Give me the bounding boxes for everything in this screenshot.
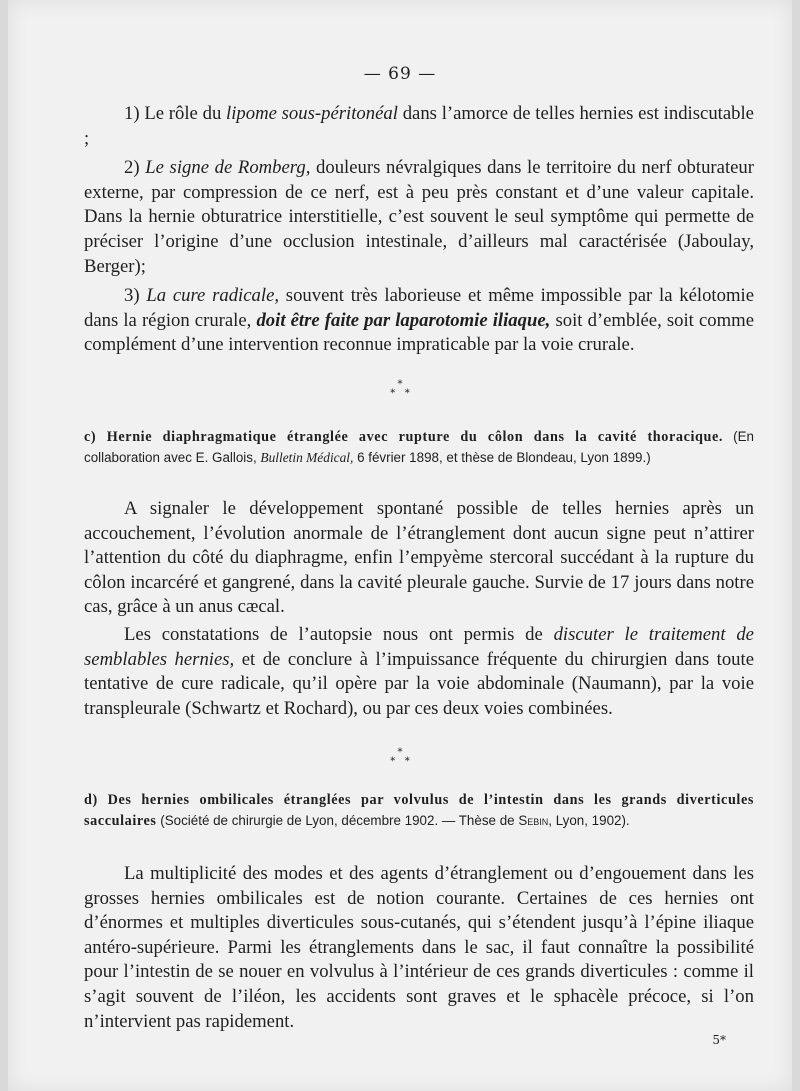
numbered-conclusions [84, 102, 754, 358]
section-separator-2 [8, 748, 792, 766]
item-1-emphasis: lipome sous-péritonéal [226, 103, 398, 124]
item-3-text: souvent très laborieuse et même impossible par la kélotomie dans la région crurale, [84, 285, 754, 331]
item-3-emphasis: La cure radicale, [146, 285, 280, 307]
item-2 [84, 156, 754, 279]
separator-2-star-top: * [397, 747, 403, 758]
section-c-body [84, 497, 754, 721]
section-d-reference: (Société de chirurgie de Lyon, décembre 1902. — Thèse de [156, 812, 519, 828]
separator-star-top: * [397, 379, 403, 390]
separator-star-row [8, 389, 792, 398]
section-d-author: Sebin [518, 812, 549, 828]
item-1-text: 1) Le rôle du [124, 103, 227, 124]
separator-star-left: * [390, 388, 396, 399]
item-2-emphasis: Le signe de Romberg, [145, 157, 311, 179]
section-separator [8, 380, 792, 398]
separator-star-right: * [404, 388, 410, 399]
section-d-reference-end: , Lyon, 1902). [548, 812, 630, 828]
section-c-heading [84, 427, 754, 468]
item-1 [84, 102, 754, 151]
section-c-reference-end: 6 février 1898, et thèse de Blondeau, Lyon 1899.) [353, 449, 651, 465]
section-d-heading [84, 790, 754, 831]
item-3-bold-emphasis: doit être faite par laparotomie iliaque, [256, 309, 551, 331]
signature-mark: 5* [712, 1033, 726, 1047]
page-number: — 69 — [363, 64, 437, 84]
separator-2-star-left: * [390, 756, 396, 767]
separator-2-star-row [8, 757, 792, 766]
section-d-paragraph-1: La multiplicité des modes et des agents d’étranglement ou d’engouement dans les grosses hernies ombilicales est de notion courante. Certaines de ces hernies ont d’énormes et multiples diverticules sous-cutanés, qui s’étendent jusqu’à l’épine iliaque antéro-supérieure. Parmi les étranglements dans le sac, il faut connaître la possibilité pour l’intestin de se nouer en volvulus à l’intérieur de ces grands diverticules : comme il s’agit souvent de l’iléon, les accidents sont graves et le sphacèle précoce, si l’on n’intervient pas rapidement. [84, 863, 754, 1032]
section-c-title: c) Hernie diaphragmatique étranglée avec rupture du côlon dans la cavité thoracique. [84, 429, 724, 445]
section-c-reference: (En collaboration avec E. Gallois, [84, 429, 754, 465]
section-c-paragraph-1: A signaler le développement spontané possible de telles hernies après un accouchement, l’évolution anormale de l’étranglement dont aucun signe peut n’attirer l’attention du côté du diaphragme, enfin l’empyème stercoral succédant à la rupture du côlon incarcéré et gangrené, dans la cavité pleurale gauche. Survie de 17 jours dans notre cas, grâce à un anus cæcal. [84, 498, 754, 618]
document-page [8, 0, 792, 1091]
item-2-number: 2) [124, 157, 146, 179]
section-d-body [84, 862, 754, 1034]
section-d-title: d) Des hernies ombilicales étranglées par volvulus de l’intestin dans les grands diverticules sacculaires [84, 792, 754, 829]
item-3 [84, 284, 754, 358]
item-1-text-end: dans l’amorce de telles hernies est indiscutable ; [84, 103, 754, 149]
section-c-journal: Bulletin Médical, [260, 449, 354, 465]
item-2-text: douleurs névralgiques dans le territoire du nerf obturateur externe, par compression de ce nerf, est à peu près constant et d’une valeur capitale. Dans la hernie obturatrice interstitielle, c’est souvent le seul symptôme qui permette de préciser l’origine d’une occlusion intestinale, d’ailleurs mal caractérisée (Jaboulay, Berger); [84, 157, 754, 277]
item-3-text-end: soit d’emblée, soit comme complément d’une intervention reconnue impraticable par la voie crurale. [84, 309, 754, 356]
section-c-paragraph-2-text: Les constatations de l’autopsie nous ont permis de [124, 623, 554, 645]
section-c-paragraph-2-emphasis: discuter le traitement de semblables hernies, [84, 623, 754, 670]
separator-2-star-right: * [404, 756, 410, 767]
section-c-paragraph-2 [84, 623, 754, 721]
section-c-paragraph-2-text-end: et de conclure à l’impuissance fréquente du chirurgien dans toute tentative de cure radicale, qu’il opère par la voie abdominale (Naumann), par la voie transpleurale (Schwartz et Rochard), ou par ces deux voies combinées. [84, 648, 755, 719]
item-3-number: 3) [124, 285, 147, 307]
